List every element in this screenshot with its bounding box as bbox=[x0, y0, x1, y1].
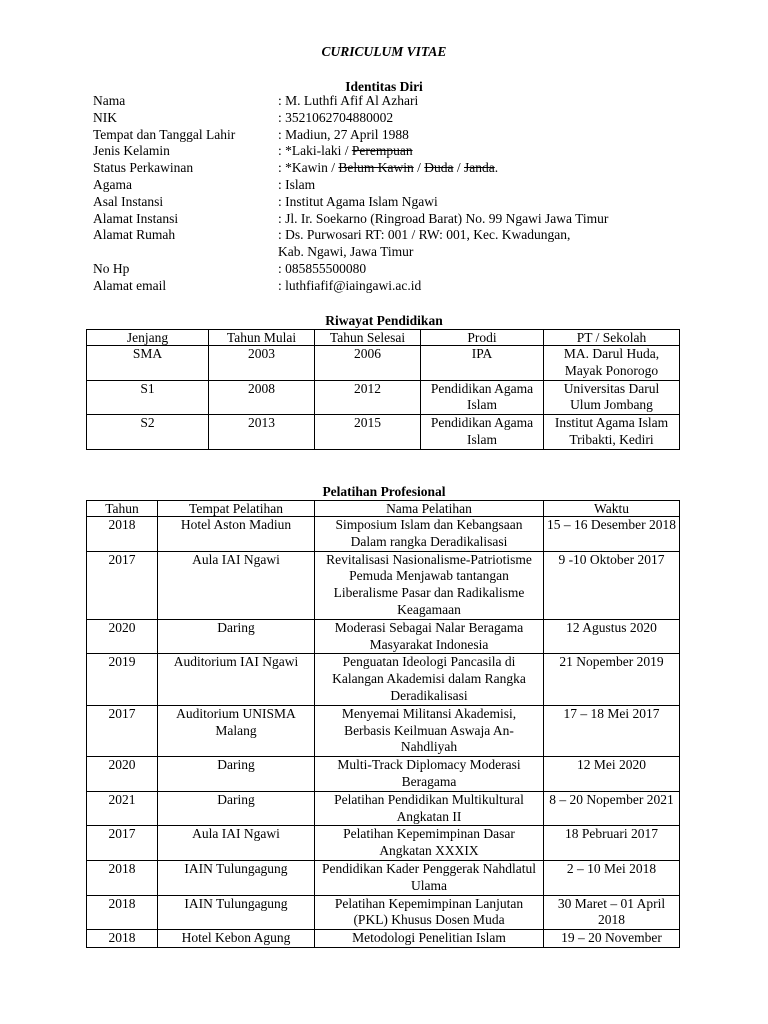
pendidikan-header-cell: Tahun Selesai bbox=[315, 330, 421, 346]
pelatihan-cell: Daring bbox=[158, 619, 315, 654]
identitas-label: NIK bbox=[93, 109, 117, 125]
pelatihan-cell: 2019 bbox=[87, 654, 158, 705]
identitas-label: Nama bbox=[93, 93, 126, 108]
pelatihan-cell: Revitalisasi Nasionalisme-Patriotisme Pemuda Menjawab tantangan Liberalisme Pasar dan Radikalisme Keagamaan bbox=[315, 551, 544, 619]
pelatihan-header-cell: Tahun bbox=[87, 501, 158, 517]
pelatihan-cell: Multi-Track Diplomacy Moderasi Beragama bbox=[315, 757, 544, 792]
pelatihan-cell: Pelatihan Kepemimpinan Dasar Angkatan XXXIX bbox=[315, 826, 544, 861]
pelatihan-header-cell: Tempat Pelatihan bbox=[158, 501, 315, 517]
identitas-label: Status Perkawinan bbox=[93, 160, 194, 176]
pelatihan-cell: Pelatihan Pendidikan Multikultural Angkatan II bbox=[315, 791, 544, 826]
identitas-label: Jenis Kelamin bbox=[93, 143, 170, 159]
pendidikan-cell: 2012 bbox=[315, 380, 421, 415]
pelatihan-cell: Penguatan Ideologi Pancasila di Kalangan Akademisi dalam Rangka Deradikalisasi bbox=[315, 654, 544, 705]
identitas-value bbox=[278, 160, 733, 177]
identitas-label: Agama bbox=[93, 176, 132, 192]
pendidikan-cell: SMA bbox=[87, 346, 209, 381]
pendidikan-cell: 2008 bbox=[209, 380, 315, 415]
identitas-value: : 085855500080 bbox=[278, 260, 367, 276]
table-row bbox=[87, 619, 680, 654]
struck-option: Perempuan bbox=[351, 143, 413, 159]
pelatihan-cell: 15 – 16 Desember 2018 bbox=[544, 517, 680, 552]
identitas-label: Asal Instansi bbox=[93, 193, 164, 209]
identitas-value: : Islam bbox=[278, 176, 316, 192]
pelatihan-cell: Metodologi Penelitian Islam bbox=[315, 930, 544, 948]
pendidikan-header-cell: Jenjang bbox=[87, 330, 209, 346]
pendidikan-heading: Riwayat Pendidikan bbox=[325, 313, 443, 328]
pendidikan-header-cell: Tahun Mulai bbox=[209, 330, 315, 346]
pendidikan-cell: MA. Darul Huda, Mayak Ponorogo bbox=[544, 346, 680, 381]
identitas-value: : Madiun, 27 April 1988 bbox=[278, 126, 409, 142]
identitas-value: : Ds. Purwosari RT: 001 / RW: 001, Kec. Kwadungan, Kab. Ngawi, Jawa Timur bbox=[278, 227, 571, 260]
pendidikan-table bbox=[86, 329, 680, 450]
identitas-value-text: : *Kawin / bbox=[278, 160, 339, 176]
pelatihan-cell: Daring bbox=[158, 757, 315, 792]
pelatihan-cell: 9 -10 Oktober 2017 bbox=[544, 551, 680, 619]
table-row bbox=[87, 415, 680, 450]
pendidikan-cell: Universitas Darul Ulum Jombang bbox=[544, 380, 680, 415]
pelatihan-header-cell: Nama Pelatihan bbox=[315, 501, 544, 517]
pelatihan-cell: Pelatihan Kepemimpinan Lanjutan (PKL) Khusus Dosen Muda bbox=[315, 895, 544, 930]
pendidikan-cell: 2013 bbox=[209, 415, 315, 450]
pelatihan-cell: 12 Mei 2020 bbox=[544, 757, 680, 792]
struck-option: Duda bbox=[424, 160, 454, 176]
pelatihan-cell: Aula IAI Ngawi bbox=[158, 551, 315, 619]
struck-option: Janda bbox=[464, 160, 495, 176]
identitas-value: : M. Luthfi Afif Al Azhari bbox=[278, 93, 419, 108]
table-row bbox=[87, 346, 680, 381]
identitas-list bbox=[93, 93, 733, 295]
identitas-label: Alamat Instansi bbox=[93, 210, 179, 226]
pelatihan-cell: 30 Maret – 01 April 2018 bbox=[544, 895, 680, 930]
pendidikan-header-cell: Prodi bbox=[421, 330, 544, 346]
pelatihan-cell: Pendidikan Kader Penggerak Nahdlatul Ulama bbox=[315, 860, 544, 895]
table-row bbox=[87, 517, 680, 552]
separator: . bbox=[494, 160, 499, 176]
pelatihan-cell: 2017 bbox=[87, 826, 158, 861]
pendidikan-cell: 2006 bbox=[315, 346, 421, 381]
pelatihan-cell: 8 – 20 Nopember 2021 bbox=[544, 791, 680, 826]
pendidikan-cell: S1 bbox=[87, 380, 209, 415]
pendidikan-cell: S2 bbox=[87, 415, 209, 450]
table-row bbox=[87, 791, 680, 826]
identitas-value: : Institut Agama Islam Ngawi bbox=[278, 193, 438, 209]
table-row bbox=[87, 551, 680, 619]
pelatihan-cell: Auditorium UNISMA Malang bbox=[158, 705, 315, 756]
pelatihan-cell: 2 – 10 Mei 2018 bbox=[544, 860, 680, 895]
identitas-label: Alamat email bbox=[93, 277, 167, 293]
pelatihan-cell: IAIN Tulungagung bbox=[158, 895, 315, 930]
table-row bbox=[87, 895, 680, 930]
identitas-label: Alamat Rumah bbox=[93, 227, 176, 243]
pelatihan-cell: Hotel Aston Madiun bbox=[158, 517, 315, 552]
pendidikan-cell: IPA bbox=[421, 346, 544, 381]
pelatihan-cell: 2018 bbox=[87, 517, 158, 552]
pelatihan-cell: 19 – 20 November bbox=[544, 930, 680, 948]
struck-option: Belum Kawin bbox=[338, 160, 414, 176]
identitas-label: No Hp bbox=[93, 260, 130, 276]
pelatihan-cell: 2018 bbox=[87, 930, 158, 948]
identitas-label: Tempat dan Tanggal Lahir bbox=[93, 126, 236, 142]
pendidikan-cell: Pendidikan Agama Islam bbox=[421, 415, 544, 450]
pelatihan-cell: 2020 bbox=[87, 757, 158, 792]
pelatihan-cell: Aula IAI Ngawi bbox=[158, 826, 315, 861]
pelatihan-cell: 2017 bbox=[87, 551, 158, 619]
pelatihan-cell: 21 Nopember 2019 bbox=[544, 654, 680, 705]
document-title: CURICULUM VITAE bbox=[321, 44, 447, 59]
table-row bbox=[87, 860, 680, 895]
table-row bbox=[87, 826, 680, 861]
separator: / bbox=[453, 160, 465, 176]
pendidikan-cell: 2015 bbox=[315, 415, 421, 450]
table-row bbox=[87, 654, 680, 705]
pelatihan-cell: Auditorium IAI Ngawi bbox=[158, 654, 315, 705]
pendidikan-header-cell: PT / Sekolah bbox=[544, 330, 680, 346]
pelatihan-cell: 2021 bbox=[87, 791, 158, 826]
identitas-heading: Identitas Diri bbox=[345, 79, 423, 94]
identitas-value: : 3521062704880002 bbox=[278, 109, 394, 125]
pelatihan-cell: Hotel Kebon Agung bbox=[158, 930, 315, 948]
table-row bbox=[87, 930, 680, 948]
pendidikan-cell: Pendidikan Agama Islam bbox=[421, 380, 544, 415]
pelatihan-cell: 2018 bbox=[87, 895, 158, 930]
pelatihan-cell: 2020 bbox=[87, 619, 158, 654]
pelatihan-heading: Pelatihan Profesional bbox=[322, 484, 446, 499]
pelatihan-cell: Daring bbox=[158, 791, 315, 826]
identitas-value bbox=[278, 143, 733, 160]
pelatihan-cell: 2018 bbox=[87, 860, 158, 895]
pelatihan-cell: 18 Pebruari 2017 bbox=[544, 826, 680, 861]
pelatihan-cell: Moderasi Sebagai Nalar Beragama Masyarakat Indonesia bbox=[315, 619, 544, 654]
table-row bbox=[87, 380, 680, 415]
pelatihan-cell: 17 – 18 Mei 2017 bbox=[544, 705, 680, 756]
pendidikan-cell: 2003 bbox=[209, 346, 315, 381]
pelatihan-header-cell: Waktu bbox=[544, 501, 680, 517]
pelatihan-cell: IAIN Tulungagung bbox=[158, 860, 315, 895]
pendidikan-cell: Institut Agama Islam Tribakti, Kediri bbox=[544, 415, 680, 450]
separator: / bbox=[413, 160, 425, 176]
table-row bbox=[87, 705, 680, 756]
pelatihan-cell: 12 Agustus 2020 bbox=[544, 619, 680, 654]
table-row bbox=[87, 757, 680, 792]
pelatihan-cell: 2017 bbox=[87, 705, 158, 756]
pelatihan-cell: Menyemai Militansi Akademisi, Berbasis Keilmuan Aswaja An-Nahdliyah bbox=[315, 705, 544, 756]
pelatihan-table bbox=[86, 500, 680, 948]
pelatihan-cell: Simposium Islam dan Kebangsaan Dalam rangka Deradikalisasi bbox=[315, 517, 544, 552]
identitas-value: : luthfiafif@iaingawi.ac.id bbox=[278, 277, 422, 293]
identitas-value-text: : *Laki-laki / bbox=[278, 143, 352, 159]
identitas-value: : Jl. Ir. Soekarno (Ringroad Barat) No. 99 Ngawi Jawa Timur bbox=[278, 210, 609, 226]
